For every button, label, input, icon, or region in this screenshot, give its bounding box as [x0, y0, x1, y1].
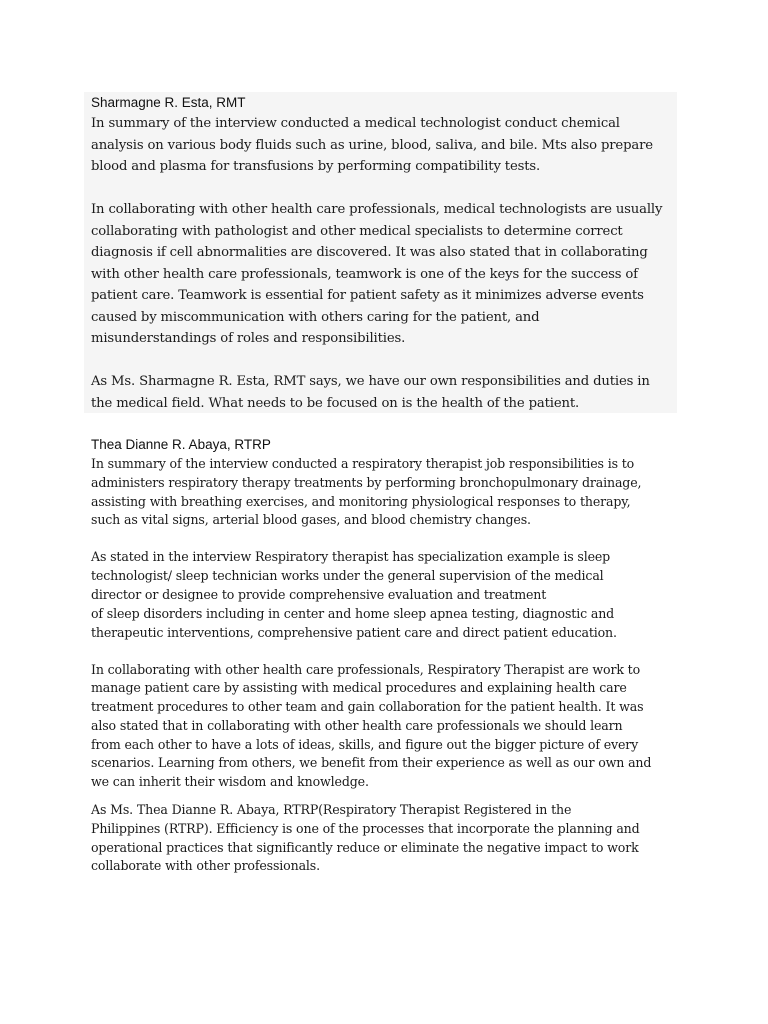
text-line: operational practices that significantly reduce or eliminate the negative impact to work	[91, 840, 639, 855]
text-line: analysis on various body fluids such as urine, blood, saliva, and bile. Mts also prepare	[91, 138, 653, 153]
text-line: therapeutic interventions, comprehensive patient care and direct patient education.	[91, 625, 617, 640]
text-line: such as vital signs, arterial blood gases, and blood chemistry changes.	[91, 512, 531, 527]
text-line: blood and plasma for transfusions by performing compatibility tests.	[91, 159, 541, 174]
text-line: misunderstandings of roles and responsibilities.	[91, 331, 406, 346]
text-line: from each other to have a lots of ideas, skills, and figure out the bigger picture of every	[91, 737, 639, 752]
text-line: the medical field. What needs to be focused on is the health of the patient.	[91, 396, 580, 411]
text-line: As stated in the interview Respiratory therapist has specialization example is sleep	[91, 549, 611, 564]
text-line: In summary of the interview conducted a respiratory therapist job responsibilities is to	[91, 456, 635, 471]
text-line: collaborating with pathologist and other medical specialists to determine correct	[91, 224, 623, 239]
text-line: As Ms. Thea Dianne R. Abaya, RTRP(Respiratory Therapist Registered in the	[91, 802, 572, 817]
text-line: collaborate with other professionals.	[91, 858, 320, 873]
text-line: Philippines (RTRP). Efficiency is one of the processes that incorporate the planning and	[91, 821, 640, 836]
text-line: assisting with breathing exercises, and monitoring physiological responses to therapy,	[91, 494, 631, 509]
text-line: director or designee to provide comprehensive evaluation and treatment	[91, 587, 547, 602]
text-line: also stated that in collaborating with other health care professionals we should learn	[91, 718, 623, 733]
text-line: scenarios. Learning from others, we benefit from their experience as well as our own and	[91, 755, 652, 770]
text-line: In summary of the interview conducted a medical technologist conduct chemical	[91, 116, 620, 131]
text-line: with other health care professionals, teamwork is one of the keys for the success of	[91, 267, 638, 282]
text-line: diagnosis if cell abnormalities are discovered. It was also stated that in collaborating	[91, 245, 648, 260]
text-line: In collaborating with other health care professionals, medical technologists are usually	[91, 202, 663, 217]
text-line: treatment procedures to other team and gain collaboration for the patient health. It was	[91, 699, 644, 714]
section-heading-sharmagne: Sharmagne R. Esta, RMT	[91, 95, 246, 110]
text-line: of sleep disorders including in center and home sleep apnea testing, diagnostic and	[91, 606, 615, 621]
section-heading-thea: Thea Dianne R. Abaya, RTRP	[91, 437, 271, 452]
text-line: patient care. Teamwork is essential for patient safety as it minimizes adverse events	[91, 288, 644, 303]
text-line: we can inherit their wisdom and knowledge.	[91, 774, 369, 789]
text-line: technologist/ sleep technician works under the general supervision of the medical	[91, 568, 604, 583]
text-line: manage patient care by assisting with medical procedures and explaining health care	[91, 680, 627, 695]
text-line: administers respiratory therapy treatments by performing bronchopulmonary drainage,	[91, 475, 642, 490]
text-line: caused by miscommunication with others caring for the patient, and	[91, 310, 540, 325]
text-line: In collaborating with other health care professionals, Respiratory Therapist are work to	[91, 662, 641, 677]
text-line: As Ms. Sharmagne R. Esta, RMT says, we have our own responsibilities and duties in	[91, 374, 650, 389]
